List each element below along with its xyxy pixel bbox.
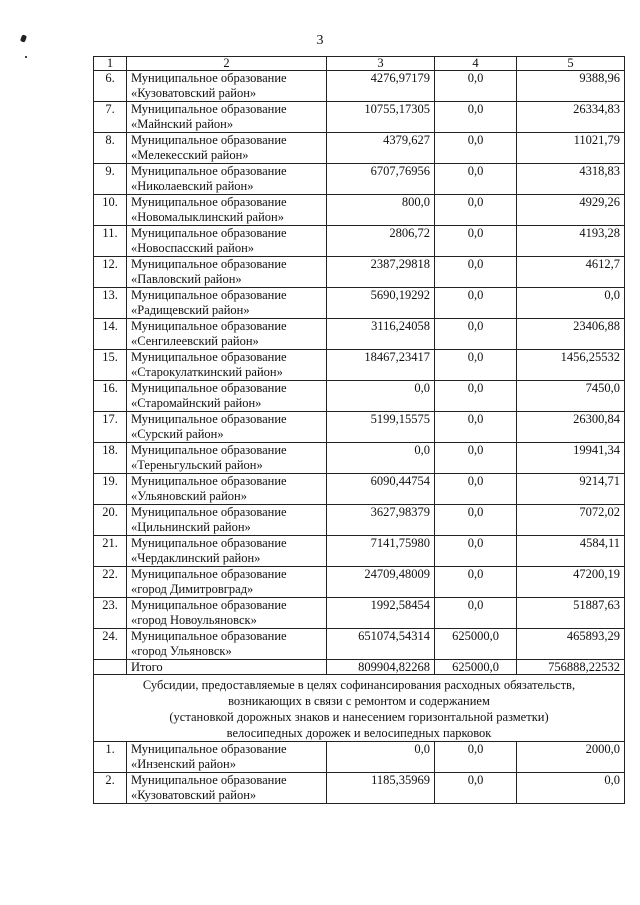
- municipality-district: «Сенгилеевский район»: [131, 334, 259, 348]
- municipality-type: Муниципальное образование: [131, 598, 287, 612]
- municipality-name: [127, 288, 327, 319]
- value-col5: 2000,0: [517, 742, 625, 773]
- municipality-district: «Ульяновский район»: [131, 489, 247, 503]
- municipality-name: [127, 629, 327, 660]
- value-col4: 0,0: [435, 474, 517, 505]
- value-col3: 7141,75980: [327, 536, 435, 567]
- subsidy-table: [93, 56, 625, 804]
- value-col5: 1456,25532: [517, 350, 625, 381]
- total-col3: 809904,82268: [327, 660, 435, 675]
- page-number: 3: [316, 33, 324, 48]
- value-col5: 4193,28: [517, 226, 625, 257]
- municipality-type: Муниципальное образование: [131, 443, 287, 457]
- value-col4: 0,0: [435, 133, 517, 164]
- municipality-type: Муниципальное образование: [131, 742, 287, 756]
- table-row: [94, 350, 625, 381]
- row-number: 14.: [94, 319, 127, 350]
- municipality-type: Муниципальное образование: [131, 164, 287, 178]
- row-number: 12.: [94, 257, 127, 288]
- value-col4: 0,0: [435, 381, 517, 412]
- municipality-district: «Мелекесский район»: [131, 148, 249, 162]
- value-col5: 26334,83: [517, 102, 625, 133]
- municipality-name: [127, 381, 327, 412]
- row-number: 6.: [94, 71, 127, 102]
- municipality-district: «Майнский район»: [131, 117, 234, 131]
- value-col5: 19941,34: [517, 443, 625, 474]
- municipality-name: [127, 598, 327, 629]
- value-col3: 800,0: [327, 195, 435, 226]
- municipality-name: [127, 319, 327, 350]
- total-empty: [94, 660, 127, 675]
- municipality-type: Муниципальное образование: [131, 567, 287, 581]
- municipality-name: [127, 350, 327, 381]
- table-row: [94, 195, 625, 226]
- value-col5: 11021,79: [517, 133, 625, 164]
- section-heading-line: велосипедных дорожек и велосипедных парковок: [226, 726, 492, 740]
- municipality-district: «город Новоульяновск»: [131, 613, 257, 627]
- municipality-name: [127, 133, 327, 164]
- value-col3: 0,0: [327, 742, 435, 773]
- table-row: [94, 536, 625, 567]
- value-col3: 1185,35969: [327, 773, 435, 804]
- table-row: [94, 443, 625, 474]
- municipality-type: Муниципальное образование: [131, 381, 287, 395]
- total-label: Итого: [127, 660, 327, 675]
- row-number: 19.: [94, 474, 127, 505]
- value-col3: 6090,44754: [327, 474, 435, 505]
- row-number: 8.: [94, 133, 127, 164]
- municipality-type: Муниципальное образование: [131, 257, 287, 271]
- value-col3: 5199,15575: [327, 412, 435, 443]
- table-row: [94, 319, 625, 350]
- value-col5: 0,0: [517, 773, 625, 804]
- municipality-name: [127, 102, 327, 133]
- value-col5: 4584,11: [517, 536, 625, 567]
- value-col5: 9214,71: [517, 474, 625, 505]
- municipality-name: [127, 773, 327, 804]
- municipality-district: «Инзенский район»: [131, 757, 236, 771]
- table-row: [94, 598, 625, 629]
- row-number: 10.: [94, 195, 127, 226]
- municipality-type: Муниципальное образование: [131, 505, 287, 519]
- row-number: 17.: [94, 412, 127, 443]
- municipality-type: Муниципальное образование: [131, 474, 287, 488]
- section-heading: [94, 675, 625, 742]
- value-col3: 6707,76956: [327, 164, 435, 195]
- table-row: [94, 257, 625, 288]
- table-row: [94, 629, 625, 660]
- municipality-name: [127, 164, 327, 195]
- value-col5: 7072,02: [517, 505, 625, 536]
- value-col5: 9388,96: [517, 71, 625, 102]
- municipality-name: [127, 505, 327, 536]
- municipality-district: «город Димитровград»: [131, 582, 254, 596]
- total-row: [94, 660, 625, 675]
- value-col5: 4929,26: [517, 195, 625, 226]
- table-row: [94, 133, 625, 164]
- municipality-type: Муниципальное образование: [131, 412, 287, 426]
- value-col3: 0,0: [327, 381, 435, 412]
- row-number: 24.: [94, 629, 127, 660]
- value-col3: 0,0: [327, 443, 435, 474]
- municipality-name: [127, 226, 327, 257]
- value-col4: 0,0: [435, 505, 517, 536]
- table-body: [94, 57, 625, 804]
- table-row: [94, 381, 625, 412]
- municipality-district: «город Ульяновск»: [131, 644, 232, 658]
- value-col4: 0,0: [435, 536, 517, 567]
- municipality-district: «Старомайнский район»: [131, 396, 262, 410]
- header-cell: 2: [127, 57, 327, 71]
- row-number: 7.: [94, 102, 127, 133]
- municipality-type: Муниципальное образование: [131, 773, 287, 787]
- value-col3: 4276,97179: [327, 71, 435, 102]
- value-col5: 4318,83: [517, 164, 625, 195]
- value-col5: 465893,29: [517, 629, 625, 660]
- municipality-name: [127, 195, 327, 226]
- row-number: 21.: [94, 536, 127, 567]
- municipality-type: Муниципальное образование: [131, 288, 287, 302]
- municipality-type: Муниципальное образование: [131, 71, 287, 85]
- value-col3: 4379,627: [327, 133, 435, 164]
- municipality-type: Муниципальное образование: [131, 629, 287, 643]
- municipality-name: [127, 474, 327, 505]
- municipality-district: «Радищевский район»: [131, 303, 250, 317]
- value-col3: 651074,54314: [327, 629, 435, 660]
- municipality-district: «Кузоватовский район»: [131, 788, 257, 802]
- table-row: [94, 773, 625, 804]
- value-col4: 0,0: [435, 319, 517, 350]
- table-row: [94, 71, 625, 102]
- municipality-type: Муниципальное образование: [131, 536, 287, 550]
- municipality-name: [127, 71, 327, 102]
- total-col4: 625000,0: [435, 660, 517, 675]
- table-row: [94, 567, 625, 598]
- value-col4: 0,0: [435, 412, 517, 443]
- row-number: 11.: [94, 226, 127, 257]
- municipality-type: Муниципальное образование: [131, 350, 287, 364]
- value-col5: 23406,88: [517, 319, 625, 350]
- section-heading-row: [94, 675, 625, 742]
- municipality-type: Муниципальное образование: [131, 195, 287, 209]
- value-col5: 47200,19: [517, 567, 625, 598]
- header-cell: 1: [94, 57, 127, 71]
- municipality-district: «Николаевский район»: [131, 179, 254, 193]
- municipality-district: «Тереньгульский район»: [131, 458, 263, 472]
- municipality-district: «Цильнинский район»: [131, 520, 251, 534]
- table-row: [94, 288, 625, 319]
- municipality-district: «Павловский район»: [131, 272, 242, 286]
- value-col4: 0,0: [435, 598, 517, 629]
- row-number: 20.: [94, 505, 127, 536]
- value-col4: 0,0: [435, 164, 517, 195]
- value-col5: 51887,63: [517, 598, 625, 629]
- section-heading-line: Субсидии, предоставляемые в целях софинансирования расходных обязательств,: [142, 678, 576, 692]
- row-number: 1.: [94, 742, 127, 773]
- table-row: [94, 102, 625, 133]
- municipality-type: Муниципальное образование: [131, 102, 287, 116]
- value-col3: 3627,98379: [327, 505, 435, 536]
- table-row: [94, 742, 625, 773]
- municipality-name: [127, 412, 327, 443]
- value-col4: 0,0: [435, 742, 517, 773]
- municipality-name: [127, 257, 327, 288]
- header-cell: 5: [517, 57, 625, 71]
- municipality-district: «Старокулаткинский район»: [131, 365, 283, 379]
- value-col4: 0,0: [435, 102, 517, 133]
- value-col4: 0,0: [435, 443, 517, 474]
- value-col4: 0,0: [435, 773, 517, 804]
- value-col3: 2387,29818: [327, 257, 435, 288]
- row-number: 15.: [94, 350, 127, 381]
- value-col3: 2806,72: [327, 226, 435, 257]
- value-col3: 10755,17305: [327, 102, 435, 133]
- municipality-name: [127, 567, 327, 598]
- header-cell: 3: [327, 57, 435, 71]
- section-heading-line: (установкой дорожных знаков и нанесением горизонтальной разметки): [169, 710, 549, 724]
- total-col5: 756888,22532: [517, 660, 625, 675]
- municipality-district: «Новомалыклинский район»: [131, 210, 284, 224]
- value-col4: 0,0: [435, 71, 517, 102]
- row-number: 9.: [94, 164, 127, 195]
- value-col3: 3116,24058: [327, 319, 435, 350]
- value-col4: 625000,0: [435, 629, 517, 660]
- row-number: 18.: [94, 443, 127, 474]
- value-col4: 0,0: [435, 288, 517, 319]
- value-col5: 7450,0: [517, 381, 625, 412]
- municipality-type: Муниципальное образование: [131, 133, 287, 147]
- value-col4: 0,0: [435, 350, 517, 381]
- value-col3: 18467,23417: [327, 350, 435, 381]
- row-number: 22.: [94, 567, 127, 598]
- value-col3: 5690,19292: [327, 288, 435, 319]
- row-number: 13.: [94, 288, 127, 319]
- value-col5: 0,0: [517, 288, 625, 319]
- value-col4: 0,0: [435, 257, 517, 288]
- table-row: [94, 505, 625, 536]
- row-number: 16.: [94, 381, 127, 412]
- row-number: 2.: [94, 773, 127, 804]
- municipality-district: «Чердаклинский район»: [131, 551, 261, 565]
- value-col4: 0,0: [435, 226, 517, 257]
- table-row: [94, 474, 625, 505]
- municipality-name: [127, 443, 327, 474]
- municipality-name: [127, 536, 327, 567]
- table-header-row: [94, 57, 625, 71]
- table-row: [94, 164, 625, 195]
- municipality-type: Муниципальное образование: [131, 226, 287, 240]
- section-heading-line: возникающих в связи с ремонтом и содержанием: [228, 694, 490, 708]
- municipality-district: «Кузоватовский район»: [131, 86, 257, 100]
- header-cell: 4: [435, 57, 517, 71]
- municipality-district: «Сурский район»: [131, 427, 224, 441]
- value-col3: 1992,58454: [327, 598, 435, 629]
- value-col4: 0,0: [435, 567, 517, 598]
- municipality-name: [127, 742, 327, 773]
- value-col4: 0,0: [435, 195, 517, 226]
- value-col5: 26300,84: [517, 412, 625, 443]
- table-row: [94, 226, 625, 257]
- margin-dot: [25, 56, 27, 58]
- row-number: 23.: [94, 598, 127, 629]
- value-col3: 24709,48009: [327, 567, 435, 598]
- municipality-district: «Новоспасский район»: [131, 241, 255, 255]
- value-col5: 4612,7: [517, 257, 625, 288]
- table-row: [94, 412, 625, 443]
- municipality-type: Муниципальное образование: [131, 319, 287, 333]
